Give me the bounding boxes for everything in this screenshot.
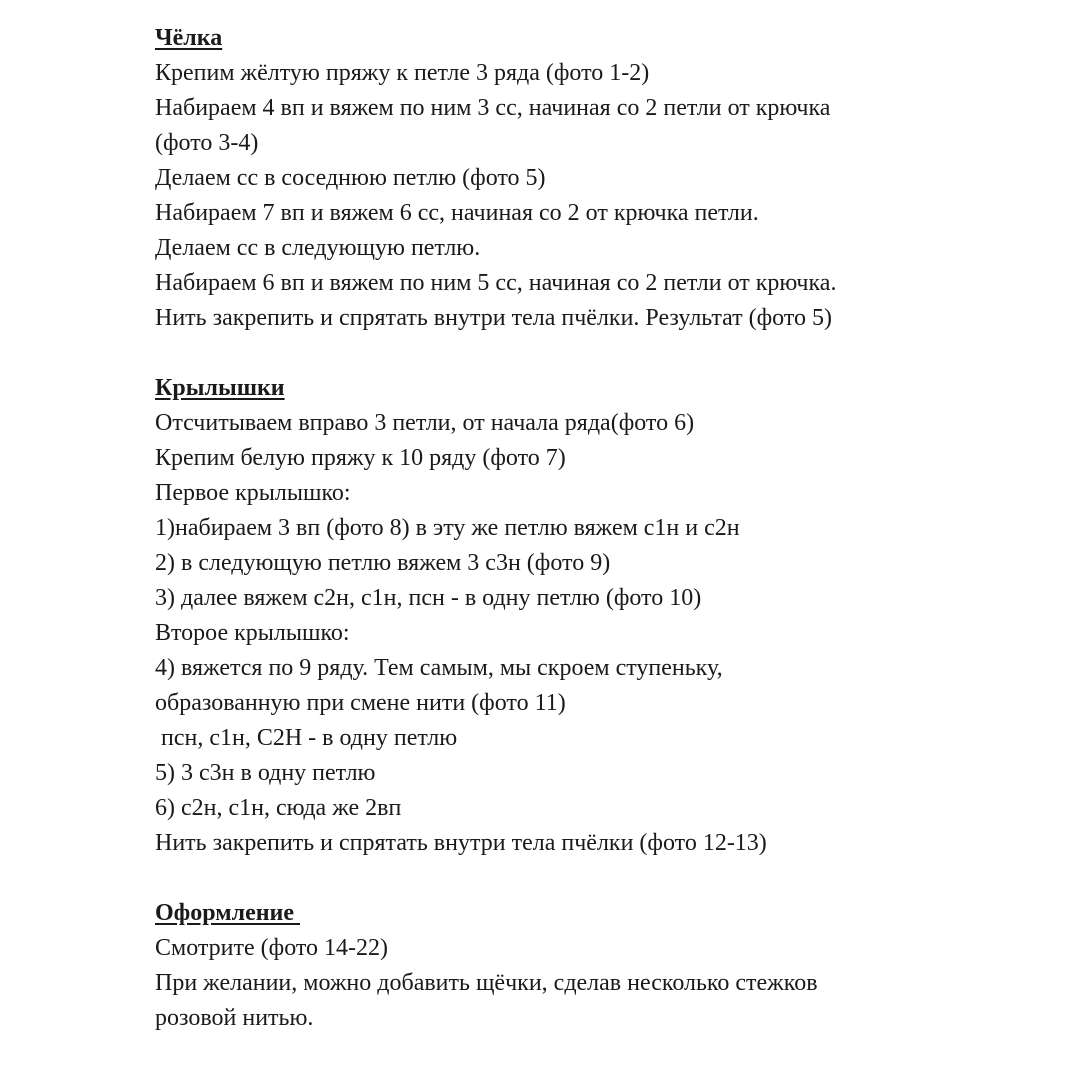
section-decoration xyxy=(155,896,1055,1036)
text-line: 5) 3 с3н в одну петлю xyxy=(155,760,376,786)
text-line: Набираем 4 вп и вяжем по ним 3 сс, начиная со 2 петли от крючка xyxy=(155,95,831,121)
text-line: Крепим белую пряжу к 10 ряду (фото 7) xyxy=(155,445,566,471)
text-line: Первое крылышко: xyxy=(155,480,351,506)
document-page xyxy=(155,21,1055,1036)
section-wings xyxy=(155,371,1055,861)
text-line: Смотрите (фото 14-22) xyxy=(155,935,389,961)
text-line: Крепим жёлтую пряжу к петле 3 ряда (фото 1-2) xyxy=(155,60,650,86)
text-line: розовой нитью. xyxy=(155,1005,314,1031)
section-bangs xyxy=(155,21,1055,336)
text-line: Набираем 6 вп и вяжем по ним 5 сс, начиная со 2 петли от крючка. xyxy=(155,270,837,296)
text-line: Делаем сс в соседнюю петлю (фото 5) xyxy=(155,165,546,191)
text-line: Набираем 7 вп и вяжем 6 сс, начиная со 2 от крючка петли. xyxy=(155,200,759,226)
text-line: При желании, можно добавить щёчки, сделав несколько стежков xyxy=(155,970,818,996)
text-line: 1)набираем 3 вп (фото 8) в эту же петлю вяжем с1н и с2н xyxy=(155,515,740,541)
text-line: 3) далее вяжем с2н, с1н, псн - в одну петлю (фото 10) xyxy=(155,585,702,611)
section-heading: Оформление xyxy=(155,900,301,926)
section-heading: Крылышки xyxy=(155,375,285,401)
text-line: 4) вяжется по 9 ряду. Тем самым, мы скроем ступеньку, xyxy=(155,655,723,681)
text-line: образованную при смене нити (фото 11) xyxy=(155,690,566,716)
text-line: Нить закрепить и спрятать внутри тела пчёлки. Результат (фото 5) xyxy=(155,305,833,331)
section-heading: Чёлка xyxy=(155,25,223,51)
text-line: псн, с1н, С2Н - в одну петлю xyxy=(155,725,458,751)
text-line: Второе крылышко: xyxy=(155,620,350,646)
text-line: (фото 3-4) xyxy=(155,130,259,156)
text-line: Отсчитываем вправо 3 петли, от начала ряда(фото 6) xyxy=(155,410,695,436)
text-line: Нить закрепить и спрятать внутри тела пчёлки (фото 12-13) xyxy=(155,830,767,856)
text-line: Делаем сс в следующую петлю. xyxy=(155,235,481,261)
text-line: 6) с2н, с1н, сюда же 2вп xyxy=(155,795,402,821)
text-line: 2) в следующую петлю вяжем 3 с3н (фото 9) xyxy=(155,550,611,576)
